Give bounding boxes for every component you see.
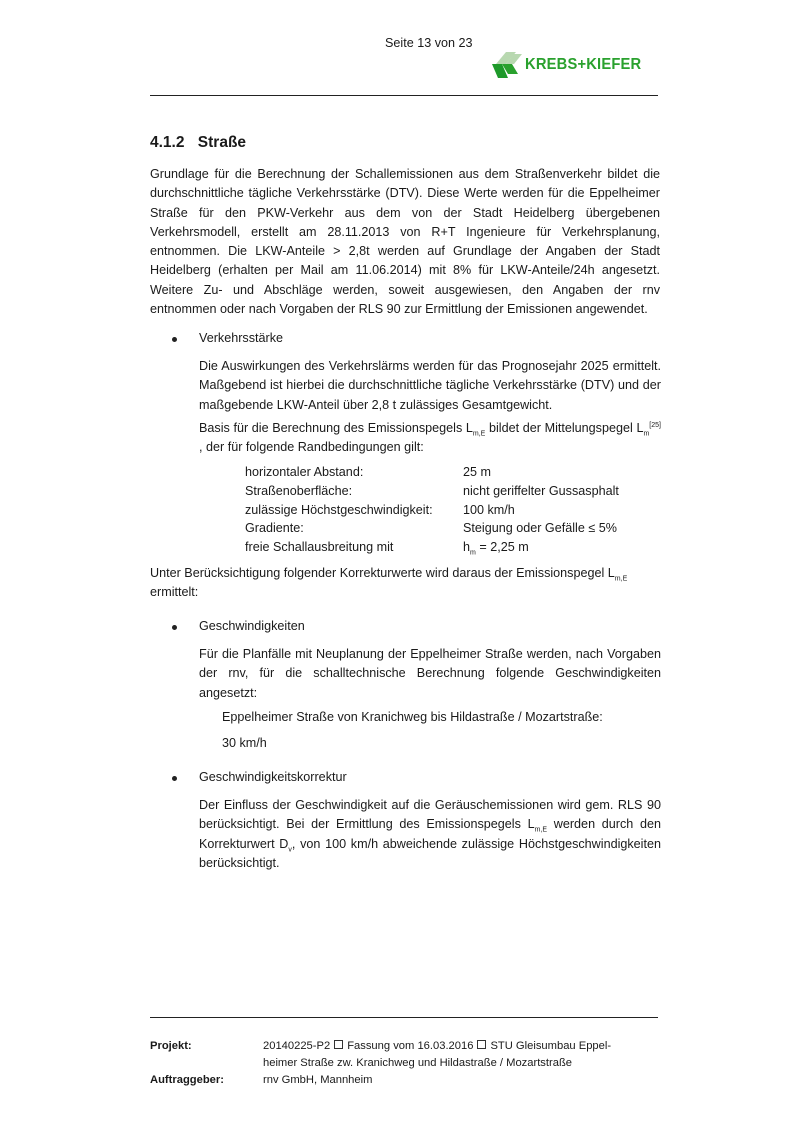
verkehrsstaerke-text: Die Auswirkungen des Verkehrslärms werden für das Prognosejahr 2025 ermittelt. Maßgebend ist hierbei die durchschnittliche tägliche Verkehrsstärke (DTV) und der maßgebende LKW-Anteil über 2,8 t zulässiges Gesamtgewicht. [199,359,661,412]
project-version: Fassung vom 16.03.2016 [347,1040,474,1052]
subscript: v [288,846,292,854]
section-title: Straße [197,134,247,151]
logo-text: KREBS+KIEFER [525,56,642,73]
basis-post: , der für folgende Randbedingungen gilt: [199,440,424,455]
separator-icon [477,1040,486,1049]
project-label-text: Projekt: [150,1040,192,1052]
project-title: STU Gleisumbau Eppel- [490,1040,612,1052]
correction-text [150,564,660,603]
section-number: 4.1.2 [150,134,185,151]
table-row [245,482,619,501]
subscript: m,E [614,575,628,583]
condition-key: horizontaler Abstand: [245,465,364,479]
correction-post: ermittelt: [150,585,199,600]
table-row [245,463,619,482]
client-label [150,1072,224,1089]
subscript: m,E [534,826,548,834]
subscript: m [643,430,650,438]
bullet-icon [172,625,177,630]
condition-key: freie Schallausbreitung mit [245,540,394,555]
text-mid: werden durch den Korrekturwert D [199,817,661,851]
condition-key: zulässige Höchstgeschwindigkeit: [245,502,433,517]
geschwindigkeiten-text: Für die Planfälle mit Neuplanung der Eppelheimer Straße werden, nach Vorgaben der rnv, für die schalltechnische Berechnung folgende Geschwindigkeiten angesetzt: [199,647,661,700]
basis-pre: Basis für die Berechnung des Emissionspegels L [199,421,473,435]
condition-value: Steigung oder Gefälle ≤ 5% [463,521,617,536]
text-pre: Der Einfluss der Geschwindigkeit auf die Geräuschemissionen wird gem. RLS 90 berücksichtigt. Bei der Ermittlung des Emissionspegels L [199,798,661,832]
conditions-table [245,463,619,557]
intro-paragraph: Grundlage für die Berechnung der Schallemissionen aus dem Straßenverkehr bildet die durchschnittliche tägliche Verkehrsstärke (DTV). Diese Werte werden für die Eppelheimer Straße für den PKW-Verkehr aus dem von der Stadt Heidelberg übergebenen Verkehrsmodell, erstellt am 28.11.2013 von R+T Ingenieure für Verkehrsplanung, entnommen. Die LKW-Anteile > 2,8t werden auf Grundlage der Angaben der Stadt Heidelberg (erhalten per Mail am 11.06.2014) mit 8% für LKW-Anteile/24h angesetzt. Weitere Zu- und Abschläge werden, soweit ausgewiesen, den Angaben der rnv entnommen oder nach Vorgaben der RLS 90 zur Ermittlung der Emissionen angewendet. [150,167,660,317]
project-number: 20140225-P2 [263,1040,331,1052]
table-row [245,538,619,557]
bullet-icon [172,776,177,781]
value-post: = 2,25 m [475,540,529,555]
condition-value: nicht geriffelter Gussasphalt [463,483,619,498]
condition-value [463,538,619,557]
basis-mid: bildet der Mittelungspegel L [485,421,644,435]
table-row [245,501,619,520]
bullet-label: Verkehrsstärke [199,331,283,345]
condition-value: 100 km/h [463,502,515,517]
text-post: , von 100 km/h abweichende zulässige Höchstgeschwindigkeiten berücksichtigt. [199,836,661,870]
page-number: Seite 13 von 23 [385,36,473,50]
company-logo [492,52,657,80]
project-title-cont: heimer Straße zw. Kranichweg und Hildastraße / Mozartstraße [263,1057,573,1069]
footer-rule [150,1017,658,1018]
subscript: m [470,549,476,557]
project-label [150,1038,192,1055]
condition-value: 25 m [463,465,491,479]
bullet-label: Geschwindigkeiten [199,619,305,633]
bullet-label: Geschwindigkeitskorrektur [199,770,347,784]
correction-pre: Unter Berücksichtigung folgender Korrekturwerte wird daraus der Emissionspegel L [150,566,615,580]
project-value [263,1038,663,1072]
condition-key: Gradiente: [245,521,304,536]
subscript: m,E [472,430,486,438]
basis-text [199,419,661,458]
table-row [245,519,619,538]
client-value: rnv GmbH, Mannheim [263,1074,373,1086]
korrektur-text [199,796,661,873]
separator-icon [334,1040,343,1049]
header-rule [150,95,658,96]
value-pre: h [463,540,471,555]
bullet-icon [172,337,177,342]
logo-mark-icon [492,52,524,80]
citation: [25] [649,421,661,429]
client-label-text: Auftraggeber: [150,1074,224,1086]
section-heading [150,134,246,152]
condition-key: Straßenoberfläche: [245,483,353,498]
speed-value: 30 km/h [222,736,267,750]
road-segment: Eppelheimer Straße von Kranichweg bis Hildastraße / Mozartstraße: [222,710,603,724]
